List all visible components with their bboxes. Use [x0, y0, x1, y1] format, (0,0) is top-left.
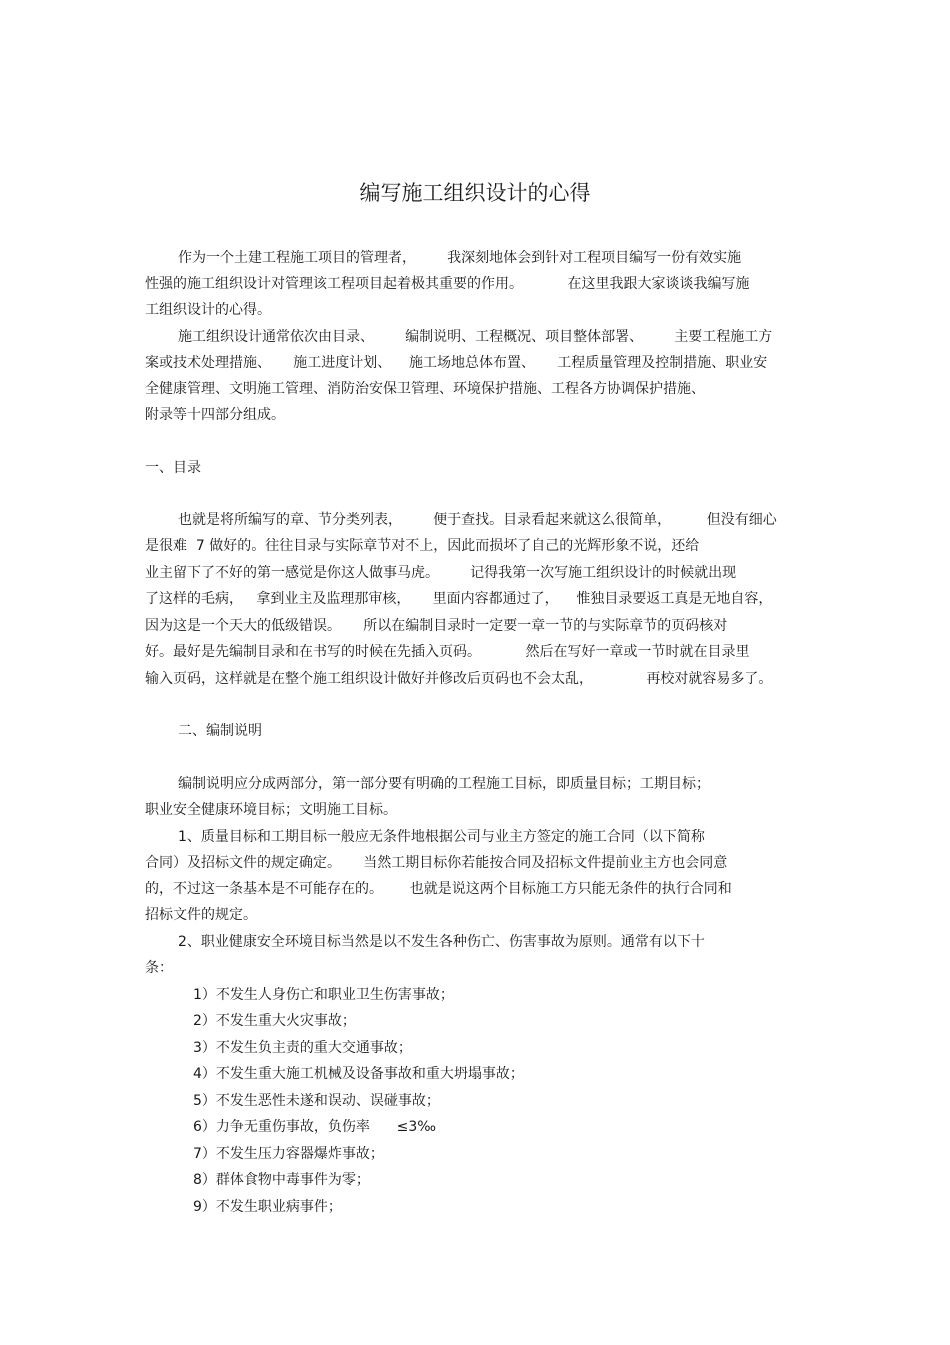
- document-title: 编写施工组织设计的心得: [359, 181, 591, 205]
- list-item: 5）不发生恶性未遂和误动、误碰事故；: [193, 1093, 440, 1109]
- intro-p2-line-4: 附录等十四部分组成。: [145, 407, 285, 423]
- list-item: 6）力争无重伤事故，负伤率 ≤3‰: [193, 1119, 437, 1135]
- section2-p2-line-1: 1、质量目标和工期目标一般应无条件地根据公司与业主方签定的施工合同（以下简称: [178, 829, 705, 845]
- section-heading-notes: 二、编制说明: [178, 723, 262, 739]
- list-item: 2）不发生重大火灾事故；: [193, 1013, 356, 1029]
- list-item: 1）不发生人身伤亡和职业卫生伤害事故；: [193, 987, 454, 1003]
- list-item: 7）不发生压力容器爆炸事故；: [193, 1146, 384, 1162]
- section1-line-4: 了这样的毛病， 拿到业主及监理那审核， 里面内容都通过了， 惟独目录要返工真是无地自容，: [145, 591, 773, 607]
- intro-p2-line-1: 施工组织设计通常依次由目录、 编制说明、工程概况、项目整体部署、 主要工程施工方: [178, 329, 773, 345]
- section1-line-3: 业主留下了不好的第一感觉是你这人做事马虎。 记得我第一次写施工组织设计的时候就出现: [145, 565, 737, 581]
- section2-p2-line-3: 的，不过这一条基本是不可能存在的。 也就是说这两个目标施工方只能无条件的执行合同和: [145, 881, 732, 897]
- intro-p2-line-3: 全健康管理、文明施工管理、消防治安保卫管理、环境保护措施、工程各方协调保护措施、: [145, 381, 705, 397]
- intro-p1-line-2: 性强的施工组织设计对管理该工程项目起着极其重要的作用。 在这里我跟大家谈谈我编写施: [145, 276, 750, 292]
- section2-p2-line-4: 招标文件的规定。: [145, 907, 257, 923]
- list-item: 9）不发生职业病事件；: [193, 1199, 342, 1215]
- list-item: 8）群体食物中毒事件为零；: [193, 1172, 370, 1188]
- section1-line-1: 也就是将所编写的章、节分类列表， 便于查找。目录看起来就这么很简单， 但没有细心: [178, 512, 777, 528]
- intro-p1-line-3: 工组织设计的心得。: [145, 302, 271, 318]
- section1-line-2: 是很难 7 做好的。往往目录与实际章节对不上，因此而损坏了自己的光辉形象不说，还给: [145, 538, 700, 554]
- section1-line-5: 因为这是一个天大的低级错误。 所以在编制目录时一定要一章一节的与实际章节的页码核对: [145, 618, 728, 634]
- section1-line-6: 好。最好是先编制目录和在书写的时候在先插入页码。 然后在写好一章或一节时就在目录里: [145, 644, 750, 660]
- list-item: 3）不发生负主责的重大交通事故；: [193, 1040, 412, 1056]
- section2-p2-line-2: 合同）及招标文件的规定确定。 当然工期目标你若能按合同及招标文件提前业主方也会同意: [145, 855, 728, 871]
- section-heading-contents: 一、目录: [145, 460, 201, 476]
- section2-p3-line-2: 条：: [145, 960, 173, 976]
- section2-p1-line-2: 职业安全健康环境目标；文明施工目标。: [145, 802, 397, 818]
- intro-p1-line-1: 作为一个土建工程施工项目的管理者， 我深刻地体会到针对工程项目编写一份有效实施: [178, 250, 742, 266]
- list-item: 4）不发生重大施工机械及设备事故和重大坍塌事故；: [193, 1066, 524, 1082]
- section2-p3-line-1: 2、职业健康安全环境目标当然是以不发生各种伤亡、伤害事故为原则。通常有以下十: [178, 934, 705, 950]
- intro-p2-line-2: 案或技术处理措施、 施工进度计划、 施工场地总体布置、 工程质量管理及控制措施、职业安: [145, 355, 768, 371]
- section2-p1-line-1: 编制说明应分成两部分，第一部分要有明确的工程施工目标，即质量目标；工期目标；: [178, 776, 710, 792]
- section1-line-7: 输入页码，这样就是在整个施工组织设计做好并修改后页码也不会太乱， 再校对就容易多了。: [145, 671, 773, 687]
